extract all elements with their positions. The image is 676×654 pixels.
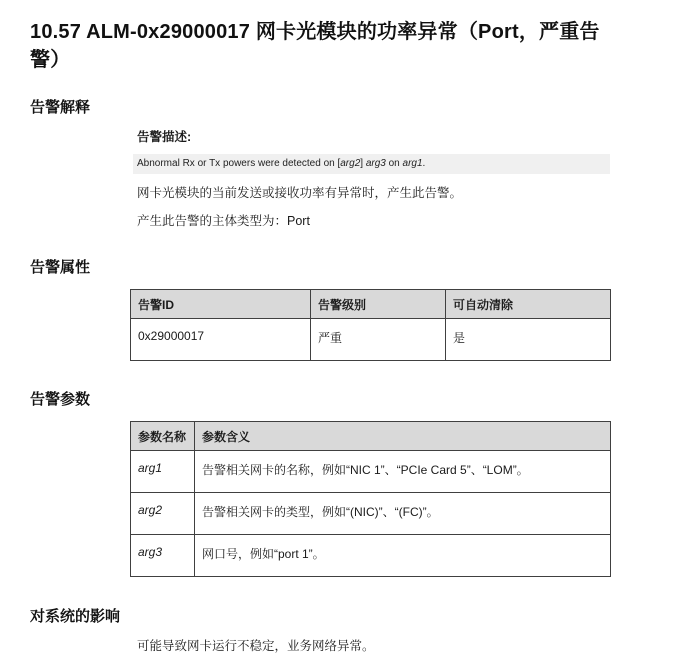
section-heading-alarm-explanation: 告警解释	[30, 99, 91, 116]
section-heading-alarm-parameters: 告警参数	[30, 391, 91, 408]
alarm-description-label: 告警描述:	[137, 130, 192, 144]
column-header-auto-clear: 可自动清除	[446, 290, 611, 319]
alarm-subject-type: 产生此告警的主体类型为：Port	[137, 214, 310, 228]
desc-segment: Abnormal Rx or Tx powers were detected on [	[137, 158, 341, 169]
section-heading-system-impact: 对系统的影响	[30, 608, 121, 625]
cell-param-name-arg3: arg3	[131, 535, 195, 577]
section-heading-alarm-attributes: 告警属性	[30, 259, 91, 276]
column-header-param-meaning: 参数含义	[195, 422, 611, 451]
desc-arg2: arg2	[340, 158, 361, 169]
cell-param-meaning-arg2: 告警相关网卡的类型，例如“(NIC)”、“(FC)”。	[195, 493, 611, 535]
column-header-alarm-id: 告警ID	[131, 290, 311, 319]
cell-alarm-severity: 严重	[311, 319, 446, 361]
desc-segment: .	[422, 158, 426, 169]
table-header-row	[131, 422, 611, 451]
cell-auto-clear: 是	[446, 319, 611, 361]
cell-param-name-arg1: arg1	[131, 451, 195, 493]
system-impact-text: 可能导致网卡运行不稳定，业务网络异常。	[137, 639, 375, 653]
page-title: 10.57 ALM-0x29000017 网卡光模块的功率异常（Port，严重告警）	[30, 21, 600, 71]
cell-param-name-arg2: arg2	[131, 493, 195, 535]
column-header-param-name: 参数名称	[131, 422, 195, 451]
desc-arg3: arg3	[365, 158, 386, 169]
cell-param-meaning-arg3: 网口号，例如“port 1”。	[195, 535, 611, 577]
desc-arg1: arg1	[402, 158, 423, 169]
table-row	[131, 451, 611, 493]
desc-segment: ]	[360, 158, 366, 169]
cell-alarm-id: 0x29000017	[131, 319, 311, 361]
cell-param-meaning-arg1: 告警相关网卡的名称，例如“NIC 1”、“PCIe Card 5”、“LOM”。	[195, 451, 611, 493]
table-row	[131, 319, 611, 361]
table-header-row	[131, 290, 611, 319]
alarm-description-chinese: 网卡光模块的当前发送或接收功率有异常时，产生此告警。	[137, 186, 463, 200]
alarm-description-english	[133, 154, 610, 174]
desc-segment: on	[385, 158, 403, 169]
alarm-attributes-table	[130, 289, 611, 361]
table-row	[131, 535, 611, 577]
table-row	[131, 493, 611, 535]
column-header-alarm-severity: 告警级别	[311, 290, 446, 319]
alarm-parameters-table	[130, 421, 611, 577]
